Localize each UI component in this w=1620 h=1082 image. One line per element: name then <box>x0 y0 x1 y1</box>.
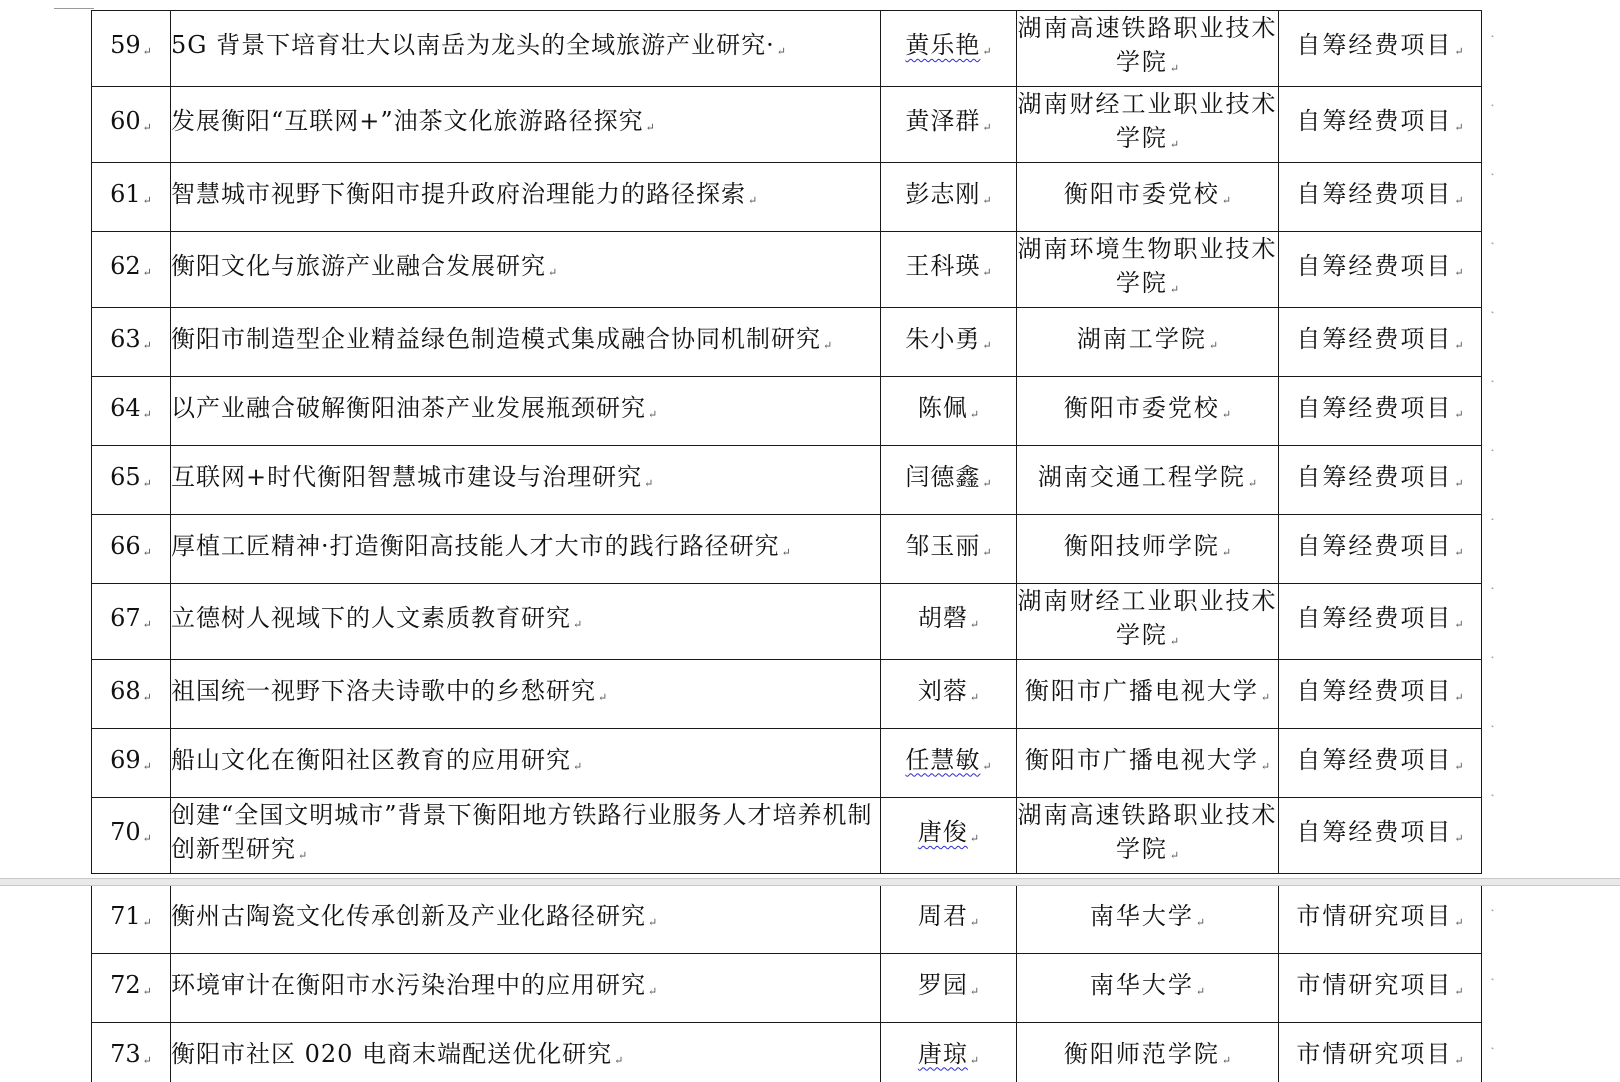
paragraph-mark-icon: ↵ <box>969 1053 980 1067</box>
project-type-cell[interactable] <box>1279 584 1482 660</box>
row-number: 63 <box>110 324 141 353</box>
organization: 湖南财经工业职业技术学院 <box>1017 587 1278 649</box>
principal-name: 彭志刚 <box>905 179 981 208</box>
paragraph-mark-icon: ↵ <box>142 45 152 58</box>
project-type: 自筹经费项目 <box>1296 31 1453 59</box>
paragraph-mark-icon: ↵ <box>982 45 992 58</box>
paragraph-mark-icon: ↵ <box>982 266 992 279</box>
organization-cell[interactable] <box>1017 660 1279 729</box>
project-title: 衡州古陶瓷文化传承创新及产业化路径研究 <box>171 901 646 930</box>
principal-name: 陈佩 <box>917 393 968 422</box>
row-number-cell[interactable] <box>92 660 171 729</box>
project-title-cell[interactable] <box>171 660 881 729</box>
table-row <box>92 660 1482 729</box>
project-title-cell[interactable] <box>171 377 881 446</box>
paragraph-mark-icon: ↵ <box>1454 915 1464 929</box>
row-number: 61 <box>110 179 141 208</box>
principal-name: 任慧敏 <box>905 745 981 774</box>
table-row <box>92 729 1482 798</box>
paragraph-mark-icon: ↵ <box>982 545 992 559</box>
organization-cell[interactable] <box>1017 729 1279 798</box>
row-number-cell[interactable] <box>92 377 171 446</box>
row-number: 62 <box>110 252 141 280</box>
organization-cell[interactable] <box>1017 515 1279 584</box>
organization-cell[interactable] <box>1017 584 1279 660</box>
row-end-mark-icon: ˛ <box>1490 901 1495 912</box>
table-row <box>92 308 1482 377</box>
paragraph-mark-icon: ↵ <box>1454 476 1464 490</box>
project-type: 自筹经费项目 <box>1296 818 1453 846</box>
row-number: 64 <box>110 393 141 422</box>
paragraph-mark-icon: ↵ <box>1221 1053 1232 1067</box>
organization-cell[interactable] <box>1017 377 1279 446</box>
project-title: 立德树人视域下的人文素质教育研究 <box>171 604 571 632</box>
paragraph-mark-icon: ↵ <box>1454 690 1464 704</box>
row-number-cell[interactable] <box>92 798 171 874</box>
project-type: 自筹经费项目 <box>1296 324 1453 353</box>
row-end-mark-icon: ˛ <box>1490 786 1495 797</box>
project-type-cell[interactable] <box>1279 232 1482 308</box>
principal-name: 黄乐艳 <box>905 31 981 59</box>
organization-cell[interactable] <box>1017 798 1279 874</box>
paragraph-mark-icon: ↵ <box>1454 984 1464 998</box>
organization: 湖南交通工程学院 <box>1037 462 1246 491</box>
principal-name-cell[interactable] <box>881 308 1017 377</box>
paragraph-mark-icon: ↵ <box>969 915 980 929</box>
paragraph-mark-icon: ↵ <box>1169 635 1180 648</box>
paragraph-mark-icon: ↵ <box>142 1053 152 1067</box>
row-end-mark-icon: ˛ <box>1490 234 1495 245</box>
row-number: 66 <box>110 531 141 560</box>
project-type-cell[interactable] <box>1279 1023 1482 1082</box>
principal-name: 朱小勇 <box>905 324 981 353</box>
project-title-cell[interactable] <box>171 308 881 377</box>
principal-name-cell[interactable] <box>881 163 1017 232</box>
principal-name: 闫德鑫 <box>905 462 981 491</box>
principal-name: 王科瑛 <box>905 252 981 280</box>
row-number-cell[interactable] <box>92 232 171 308</box>
row-number: 73 <box>110 1039 141 1068</box>
document-page-2 <box>0 886 1620 1082</box>
paragraph-mark-icon: ↵ <box>1454 338 1464 352</box>
organization: 湖南工学院 <box>1076 324 1207 353</box>
paragraph-mark-icon: ↵ <box>1247 476 1258 490</box>
project-type-cell[interactable] <box>1279 798 1482 874</box>
paragraph-mark-icon: ↵ <box>1454 266 1464 279</box>
paragraph-mark-icon: ↵ <box>645 121 655 134</box>
principal-name-cell[interactable] <box>881 1023 1017 1082</box>
organization: 衡阳市广播电视大学 <box>1024 745 1259 774</box>
principal-name-cell[interactable] <box>881 584 1017 660</box>
paragraph-mark-icon: ↵ <box>1454 193 1464 207</box>
paragraph-mark-icon: ↵ <box>1454 759 1464 773</box>
project-type: 自筹经费项目 <box>1296 604 1453 632</box>
project-type: 自筹经费项目 <box>1296 393 1453 422</box>
organization-cell[interactable] <box>1017 11 1279 87</box>
project-type-cell[interactable] <box>1279 163 1482 232</box>
project-title: 环境审计在衡阳市水污染治理中的应用研究 <box>171 970 646 999</box>
organization-cell[interactable] <box>1017 446 1279 515</box>
row-end-mark-icon: ˛ <box>1490 1039 1495 1050</box>
table-row <box>92 11 1482 87</box>
project-title-cell[interactable] <box>171 1023 881 1082</box>
principal-name-cell[interactable] <box>881 886 1017 954</box>
organization: 湖南财经工业职业技术学院 <box>1017 90 1278 152</box>
organization: 湖南高速铁路职业技术学院 <box>1017 801 1278 863</box>
table-row <box>92 377 1482 446</box>
row-number-cell[interactable] <box>92 308 171 377</box>
project-type-cell[interactable] <box>1279 954 1482 1023</box>
paragraph-mark-icon: ↵ <box>969 618 980 631</box>
row-number-cell[interactable] <box>92 729 171 798</box>
row-end-mark-icon: ˛ <box>1490 510 1495 521</box>
project-title-cell[interactable] <box>171 87 881 163</box>
project-type: 市情研究项目 <box>1296 970 1453 999</box>
paragraph-mark-icon: ↵ <box>142 407 152 421</box>
row-number-cell[interactable] <box>92 515 171 584</box>
paragraph-mark-icon: ↵ <box>598 690 608 704</box>
project-title: 厚植工匠精神·打造衡阳高技能人才大市的践行路径研究 <box>171 531 780 560</box>
paragraph-mark-icon: ↵ <box>823 338 833 352</box>
project-title-cell[interactable] <box>171 886 881 954</box>
paragraph-mark-icon: ↵ <box>1221 407 1232 421</box>
organization: 南华大学 <box>1089 970 1194 999</box>
paragraph-mark-icon: ↵ <box>142 832 152 845</box>
principal-name: 周君 <box>917 901 968 930</box>
paragraph-mark-icon: ↵ <box>1169 138 1180 151</box>
row-number: 72 <box>110 970 141 999</box>
paragraph-mark-icon: ↵ <box>982 338 992 352</box>
project-type: 自筹经费项目 <box>1296 252 1453 280</box>
organization: 衡阳市委党校 <box>1063 179 1220 208</box>
paragraph-mark-icon: ↵ <box>781 545 791 559</box>
paragraph-mark-icon: ↵ <box>573 759 583 773</box>
paragraph-mark-icon: ↵ <box>1195 984 1206 998</box>
principal-name-cell[interactable] <box>881 377 1017 446</box>
organization-cell[interactable] <box>1017 308 1279 377</box>
paragraph-mark-icon: ↵ <box>748 193 758 207</box>
row-end-mark-icon: ˛ <box>1490 717 1495 728</box>
organization: 湖南环境生物职业技术学院 <box>1017 235 1278 297</box>
principal-name: 邹玉丽 <box>905 531 981 560</box>
row-number-cell[interactable] <box>92 1023 171 1082</box>
project-title-cell[interactable] <box>171 515 881 584</box>
page-corner-mark <box>54 8 94 9</box>
organization: 衡阳师范学院 <box>1063 1039 1220 1068</box>
organization: 衡阳市委党校 <box>1063 393 1220 422</box>
project-title: 创建“全国文明城市”背景下衡阳地方铁路行业服务人才培养机制创新型研究 <box>171 801 873 863</box>
paragraph-mark-icon: ↵ <box>573 618 583 631</box>
paragraph-mark-icon: ↵ <box>142 690 152 704</box>
project-title-cell[interactable] <box>171 232 881 308</box>
principal-name-cell[interactable] <box>881 954 1017 1023</box>
paragraph-mark-icon: ↵ <box>1260 759 1271 773</box>
project-type: 市情研究项目 <box>1296 901 1453 930</box>
paragraph-mark-icon: ↵ <box>776 45 786 58</box>
row-number: 69 <box>110 745 141 774</box>
principal-name-cell[interactable] <box>881 798 1017 874</box>
paragraph-mark-icon: ↵ <box>648 984 658 998</box>
organization-cell[interactable] <box>1017 1023 1279 1082</box>
paragraph-mark-icon: ↵ <box>548 266 558 279</box>
paragraph-mark-icon: ↵ <box>1454 1053 1464 1067</box>
project-title: 衡阳文化与旅游产业融合发展研究 <box>171 252 546 280</box>
project-type: 自筹经费项目 <box>1296 745 1453 774</box>
row-number-cell[interactable] <box>92 446 171 515</box>
table-row <box>92 87 1482 163</box>
paragraph-mark-icon: ↵ <box>614 1053 624 1067</box>
paragraph-mark-icon: ↵ <box>644 476 654 490</box>
principal-name: 唐俊 <box>917 818 968 846</box>
paragraph-mark-icon: ↵ <box>1221 193 1232 207</box>
paragraph-mark-icon: ↵ <box>982 193 992 207</box>
project-type-cell[interactable] <box>1279 377 1482 446</box>
project-type: 自筹经费项目 <box>1296 531 1453 560</box>
principal-name-cell[interactable] <box>881 232 1017 308</box>
project-type: 自筹经费项目 <box>1296 107 1453 135</box>
row-end-mark-icon: ˛ <box>1490 441 1495 452</box>
project-title-cell[interactable] <box>171 729 881 798</box>
paragraph-mark-icon: ↵ <box>1221 545 1232 559</box>
paragraph-mark-icon: ↵ <box>1169 62 1180 75</box>
project-type-cell[interactable] <box>1279 515 1482 584</box>
project-type-cell[interactable] <box>1279 729 1482 798</box>
paragraph-mark-icon: ↵ <box>969 832 980 845</box>
project-title: 船山文化在衡阳社区教育的应用研究 <box>171 745 571 774</box>
paragraph-mark-icon: ↵ <box>1454 407 1464 421</box>
paragraph-mark-icon: ↵ <box>1195 915 1206 929</box>
principal-name-cell[interactable] <box>881 11 1017 87</box>
row-end-mark-icon: ˛ <box>1490 96 1495 107</box>
page-break-gap <box>0 878 1620 886</box>
paragraph-mark-icon: ↵ <box>142 338 152 352</box>
principal-name-cell[interactable] <box>881 87 1017 163</box>
project-type-cell[interactable] <box>1279 87 1482 163</box>
row-end-mark-icon: ˛ <box>1490 579 1495 590</box>
principal-name: 胡磬 <box>917 604 968 632</box>
paragraph-mark-icon: ↵ <box>142 121 152 134</box>
principal-name: 刘蓉 <box>917 676 968 705</box>
project-title: 以产业融合破解衡阳油茶产业发展瓶颈研究 <box>171 393 646 422</box>
principal-name: 黄泽群 <box>905 107 981 135</box>
table-row <box>92 515 1482 584</box>
paragraph-mark-icon: ↵ <box>298 849 308 862</box>
organization-cell[interactable] <box>1017 954 1279 1023</box>
project-title: 互联网+时代衡阳智慧城市建设与治理研究 <box>171 462 643 491</box>
paragraph-mark-icon: ↵ <box>969 407 980 421</box>
row-number: 71 <box>110 901 141 930</box>
row-number: 65 <box>110 462 141 491</box>
row-number: 59 <box>110 31 141 59</box>
table-row <box>92 798 1482 874</box>
organization: 衡阳市广播电视大学 <box>1024 676 1259 705</box>
project-type-cell[interactable] <box>1279 886 1482 954</box>
project-type-cell[interactable] <box>1279 11 1482 87</box>
paragraph-mark-icon: ↵ <box>982 476 992 490</box>
project-type: 自筹经费项目 <box>1296 179 1453 208</box>
principal-name-cell[interactable] <box>881 515 1017 584</box>
principal-name-cell[interactable] <box>881 446 1017 515</box>
row-number: 67 <box>110 604 141 632</box>
paragraph-mark-icon: ↵ <box>1169 283 1180 296</box>
table-row <box>92 954 1482 1023</box>
project-type: 市情研究项目 <box>1296 1039 1453 1068</box>
principal-name: 唐琼 <box>917 1039 968 1068</box>
organization: 南华大学 <box>1089 901 1194 930</box>
organization: 衡阳技师学院 <box>1063 531 1220 560</box>
project-title: 5G 背景下培育壮大以南岳为龙头的全域旅游产业研究· <box>171 31 775 59</box>
paragraph-mark-icon: ↵ <box>1454 45 1464 58</box>
row-end-mark-icon: ˛ <box>1490 303 1495 314</box>
row-number-cell[interactable] <box>92 87 171 163</box>
paragraph-mark-icon: ↵ <box>1169 849 1180 862</box>
row-end-mark-icon: ˛ <box>1490 648 1495 659</box>
organization: 湖南高速铁路职业技术学院 <box>1017 14 1278 76</box>
paragraph-mark-icon: ↵ <box>1454 121 1464 134</box>
row-end-mark-icon: ˛ <box>1490 970 1495 981</box>
organization-cell[interactable] <box>1017 232 1279 308</box>
paragraph-mark-icon: ↵ <box>142 193 152 207</box>
project-type-cell[interactable] <box>1279 446 1482 515</box>
table-row <box>92 1023 1482 1082</box>
row-end-mark-icon: ˛ <box>1490 165 1495 176</box>
paragraph-mark-icon: ↵ <box>142 266 152 279</box>
project-table-body <box>92 886 1482 1082</box>
row-number-cell[interactable] <box>92 11 171 87</box>
project-type: 自筹经费项目 <box>1296 676 1453 705</box>
project-table-page-2 <box>91 886 1482 1082</box>
project-title-cell[interactable] <box>171 584 881 660</box>
project-title-cell[interactable] <box>171 954 881 1023</box>
paragraph-mark-icon: ↵ <box>982 121 992 134</box>
project-title-cell[interactable] <box>171 163 881 232</box>
project-title-cell[interactable] <box>171 446 881 515</box>
principal-name: 罗园 <box>917 970 968 999</box>
project-title: 衡阳市制造型企业精益绿色制造模式集成融合协同机制研究 <box>171 324 821 353</box>
paragraph-mark-icon: ↵ <box>1454 618 1464 631</box>
paragraph-mark-icon: ↵ <box>142 618 152 631</box>
row-number: 68 <box>110 676 141 705</box>
project-title: 祖国统一视野下洛夫诗歌中的乡愁研究 <box>171 676 596 705</box>
paragraph-mark-icon: ↵ <box>1208 338 1219 352</box>
paragraph-mark-icon: ↵ <box>969 984 980 998</box>
project-type: 自筹经费项目 <box>1296 462 1453 491</box>
project-table-page-1 <box>91 10 1482 874</box>
principal-name-cell[interactable] <box>881 660 1017 729</box>
row-end-mark-icon: ˛ <box>1490 372 1495 383</box>
paragraph-mark-icon: ↵ <box>142 545 152 559</box>
project-title: 衡阳市社区 020 电商末端配送优化研究 <box>171 1039 613 1068</box>
table-row <box>92 446 1482 515</box>
row-number-cell[interactable] <box>92 584 171 660</box>
row-number: 60 <box>110 107 141 135</box>
paragraph-mark-icon: ↵ <box>142 759 152 773</box>
project-type-cell[interactable] <box>1279 660 1482 729</box>
row-number-cell[interactable] <box>92 886 171 954</box>
table-row <box>92 232 1482 308</box>
paragraph-mark-icon: ↵ <box>1260 690 1271 704</box>
paragraph-mark-icon: ↵ <box>648 407 658 421</box>
paragraph-mark-icon: ↵ <box>982 759 992 773</box>
row-number-cell[interactable] <box>92 954 171 1023</box>
organization-cell[interactable] <box>1017 163 1279 232</box>
row-end-mark-icon: ˛ <box>1490 27 1495 38</box>
paragraph-mark-icon: ↵ <box>142 476 152 490</box>
row-number-cell[interactable] <box>92 163 171 232</box>
paragraph-mark-icon: ↵ <box>1454 832 1464 845</box>
project-title-cell[interactable] <box>171 798 881 874</box>
project-title: 发展衡阳“互联网+”油茶文化旅游路径探究 <box>171 107 644 135</box>
row-number: 70 <box>110 818 141 846</box>
paragraph-mark-icon: ↵ <box>969 690 980 704</box>
paragraph-mark-icon: ↵ <box>142 915 152 929</box>
organization-cell[interactable] <box>1017 886 1279 954</box>
table-row <box>92 584 1482 660</box>
project-type-cell[interactable] <box>1279 308 1482 377</box>
paragraph-mark-icon: ↵ <box>648 915 658 929</box>
project-title-cell[interactable] <box>171 11 881 87</box>
paragraph-mark-icon: ↵ <box>142 984 152 998</box>
paragraph-mark-icon: ↵ <box>1454 545 1464 559</box>
project-title: 智慧城市视野下衡阳市提升政府治理能力的路径探索 <box>171 179 746 208</box>
principal-name-cell[interactable] <box>881 729 1017 798</box>
table-row <box>92 163 1482 232</box>
table-row <box>92 886 1482 954</box>
organization-cell[interactable] <box>1017 87 1279 163</box>
project-table-body <box>92 11 1482 874</box>
